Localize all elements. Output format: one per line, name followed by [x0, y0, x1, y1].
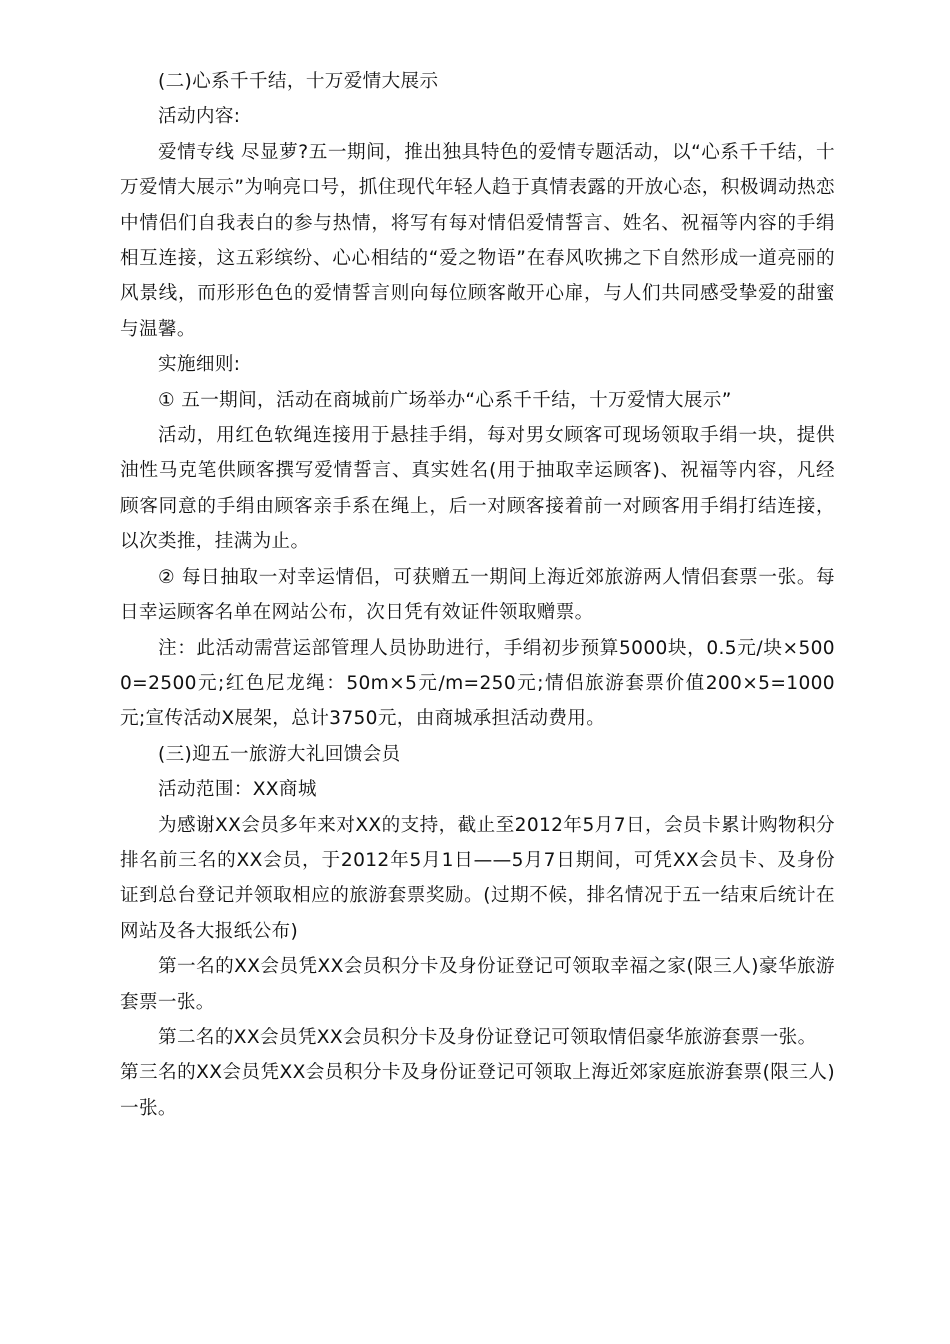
first-prize-paragraph: 第一名的XX会员凭XX会员积分卡及身份证登记可领取幸福之家(限三人)豪华旅游套票一张。 — [120, 956, 835, 1013]
section-heading-3: (三)迎五一旅游大礼回馈会员 — [158, 743, 401, 765]
activity-content-paragraph: 爱情专线 尽显萝?五一期间，推出独具特色的爱情专题活动，以“心系千千结，十万爱情大展示”为响亮口号，抓住现代年轻人趋于真情表露的开放心态，积极调动热恋中情侣们自我表白的参与热情，将写有每对情侣爱情誓言、姓名、祝福等内容的手绢相互连接，这五彩缤纷、心心相结的“爱之物语”在春风吹拂之下自然形成一道亮丽的风景线，而形形色色的爱情誓言则向每位顾客敞开心扉，与人们共同感受挚爱的甜蜜与温馨。 — [120, 141, 835, 340]
rule-1-line: ① 五一期间，活动在商城前广场举办“心系千千结，十万爱情大展示” — [158, 389, 732, 411]
rule-1-paragraph: 活动，用红色软绳连接用于悬挂手绢，每对男女顾客可现场领取手绢一块，提供油性马克笔供顾客撰写爱情誓言、真实姓名(用于抽取幸运顾客)、祝福等内容，凡经顾客同意的手绢由顾客亲手系在绳上，后一对顾客接着前一对顾客用手绢打结连接，以次类推，挂满为止。 — [120, 425, 835, 553]
budget-note-paragraph: 注：此活动需营运部管理人员协助进行，手绢初步预算5000块，0.5元/块×5000=2500元;红色尼龙绳：50m×5元/m=250元;情侣旅游套票价值200×5=1000元;宣传活动X展架，总计3750元，由商城承担活动费用。 — [120, 637, 835, 730]
third-prize-paragraph: 第三名的XX会员凭XX会员积分卡及身份证登记可领取上海近郊家庭旅游套票(限三人)一张。 — [120, 1062, 835, 1119]
second-prize-paragraph: 第二名的XX会员凭XX会员积分卡及身份证登记可领取情侣豪华旅游套票一张。 — [158, 1026, 817, 1048]
implementation-rules-label: 实施细则: — [158, 354, 241, 376]
activity-content-label: 活动内容: — [158, 106, 241, 128]
section-heading-2: (二)心系千千结，十万爱情大展示 — [158, 71, 439, 92]
member-reward-intro: 为感谢XX会员多年来对XX的支持，截止至2012年5月7日，会员卡累计购物积分排名前三名的XX会员，于2012年5月1日——5月7日期间，可凭XX会员卡、及身份证到总台登记并领取相应的旅游套票奖励。(过期不候，排名情况于五一结束后统计在网站及各大报纸公布) — [120, 814, 835, 942]
document-body — [120, 64, 835, 1126]
activity-scope: 活动范围：XX商城 — [158, 779, 317, 801]
rule-2-paragraph: ② 每日抽取一对幸运情侣，可获赠五一期间上海近郊旅游两人情侣套票一张。每日幸运顾客名单在网站公布，次日凭有效证件领取赠票。 — [120, 566, 835, 624]
